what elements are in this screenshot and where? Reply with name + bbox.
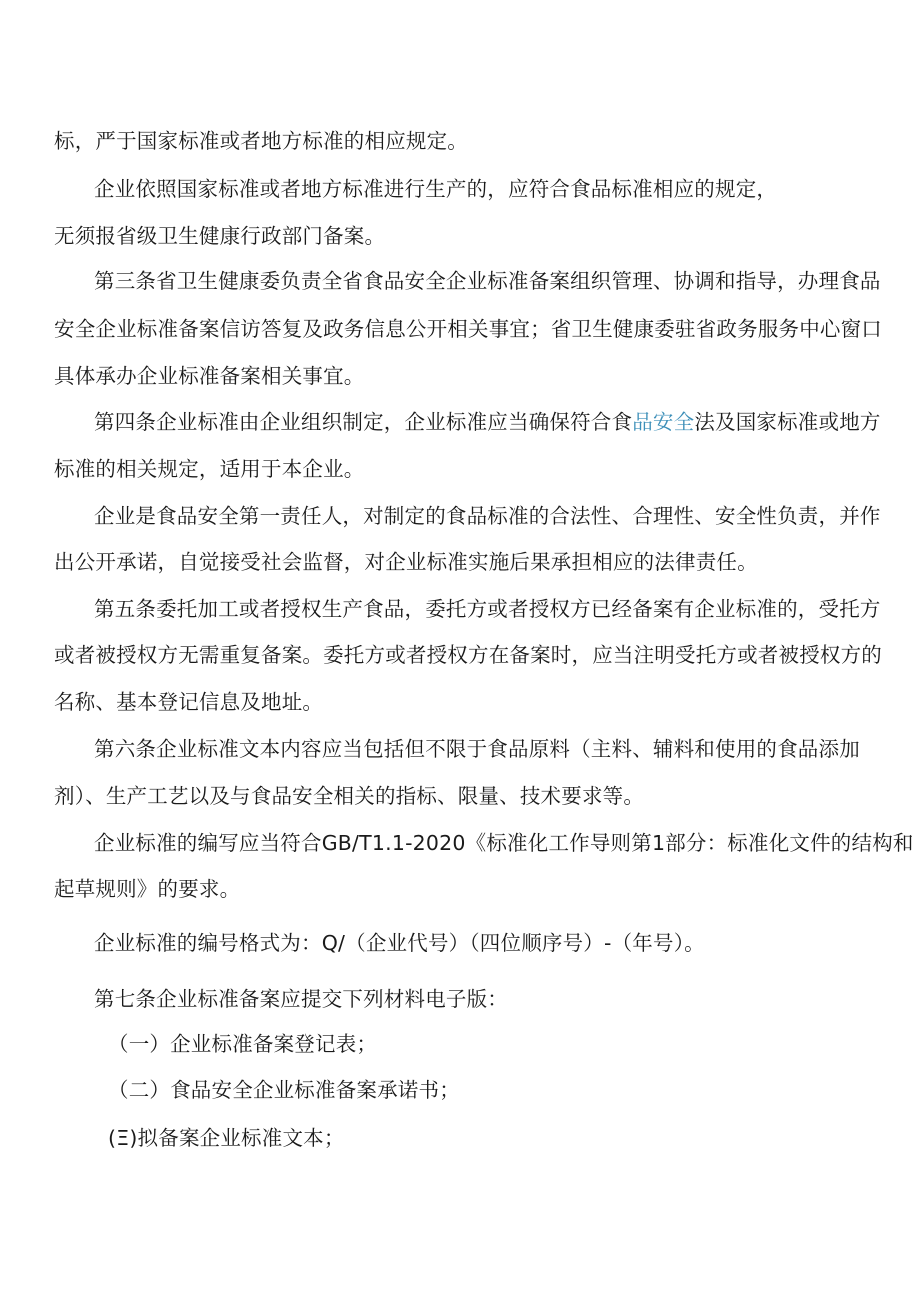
text-line-7-part-2: 法及国家标准或地方 <box>694 410 881 434</box>
text-line-1: 标，严于国家标准或者地方标准的相应规定。 <box>54 129 468 153</box>
text-line-20: （一）企业标准备案登记表； <box>108 1032 378 1056</box>
text-line-9: 企业是食品安全第一责任人，对制定的食品标准的合法性、合理性、安全性负责，并作 <box>94 504 881 528</box>
text-line-19: 第七条企业标准备案应提交下列材料电子版： <box>94 987 508 1011</box>
text-line-22: (Ξ)拟备案企业标准文本； <box>108 1126 345 1150</box>
text-line-21: （二）食品安全企业标准备案承诺书； <box>108 1078 460 1102</box>
text-line-10: 出公开承诺，自觉接受社会监督，对企业标准实施后果承担相应的法律责任。 <box>54 550 758 574</box>
text-line-7 <box>94 408 881 436</box>
text-line-16: 企业标准的编写应当符合GB/T1.1-2020《标准化工作导则第1部分：标准化文件的结构和 <box>94 831 914 855</box>
text-line-2: 企业依照国家标准或者地方标准进行生产的，应符合食品标准相应的规定， <box>94 177 778 201</box>
text-line-12: 或者被授权方无需重复备案。委托方或者授权方在备案时，应当注明受托方或者被授权方的 <box>54 643 882 667</box>
text-line-13: 名称、基本登记信息及地址。 <box>54 690 324 714</box>
text-line-11: 第五条委托加工或者授权生产食品，委托方或者授权方已经备案有企业标准的，受托方 <box>94 597 881 621</box>
text-line-6: 具体承办企业标准备案相关事宜。 <box>54 364 365 388</box>
text-line-8: 标准的相关规定，适用于本企业。 <box>54 457 365 481</box>
text-line-7-part-1: 第四条企业标准由企业组织制定，企业标准应当确保符合食 <box>94 410 633 434</box>
text-line-15: 剂）、生产工艺以及与食品安全相关的指标、限量、技术要求等。 <box>54 784 645 808</box>
text-line-4: 第三条省卫生健康委负责全省食品安全企业标准备案组织管理、协调和指导，办理食品 <box>94 269 881 293</box>
text-line-14: 第六条企业标准文本内容应当包括但不限于食品原料（主料、辅料和使用的食品添加 <box>94 737 860 761</box>
highlighted-link[interactable]: 品安全 <box>632 410 695 434</box>
text-line-18: 企业标准的编号格式为：Q/（企业代号）（四位顺序号）-（年号）。 <box>94 931 705 955</box>
text-line-3: 无须报省级卫生健康行政部门备案。 <box>54 224 386 248</box>
text-line-17: 起草规则》的要求。 <box>54 877 241 901</box>
text-line-5: 安全企业标准备案信访答复及政务信息公开相关事宜；省卫生健康委驻省政务服务中心窗口 <box>54 317 882 341</box>
